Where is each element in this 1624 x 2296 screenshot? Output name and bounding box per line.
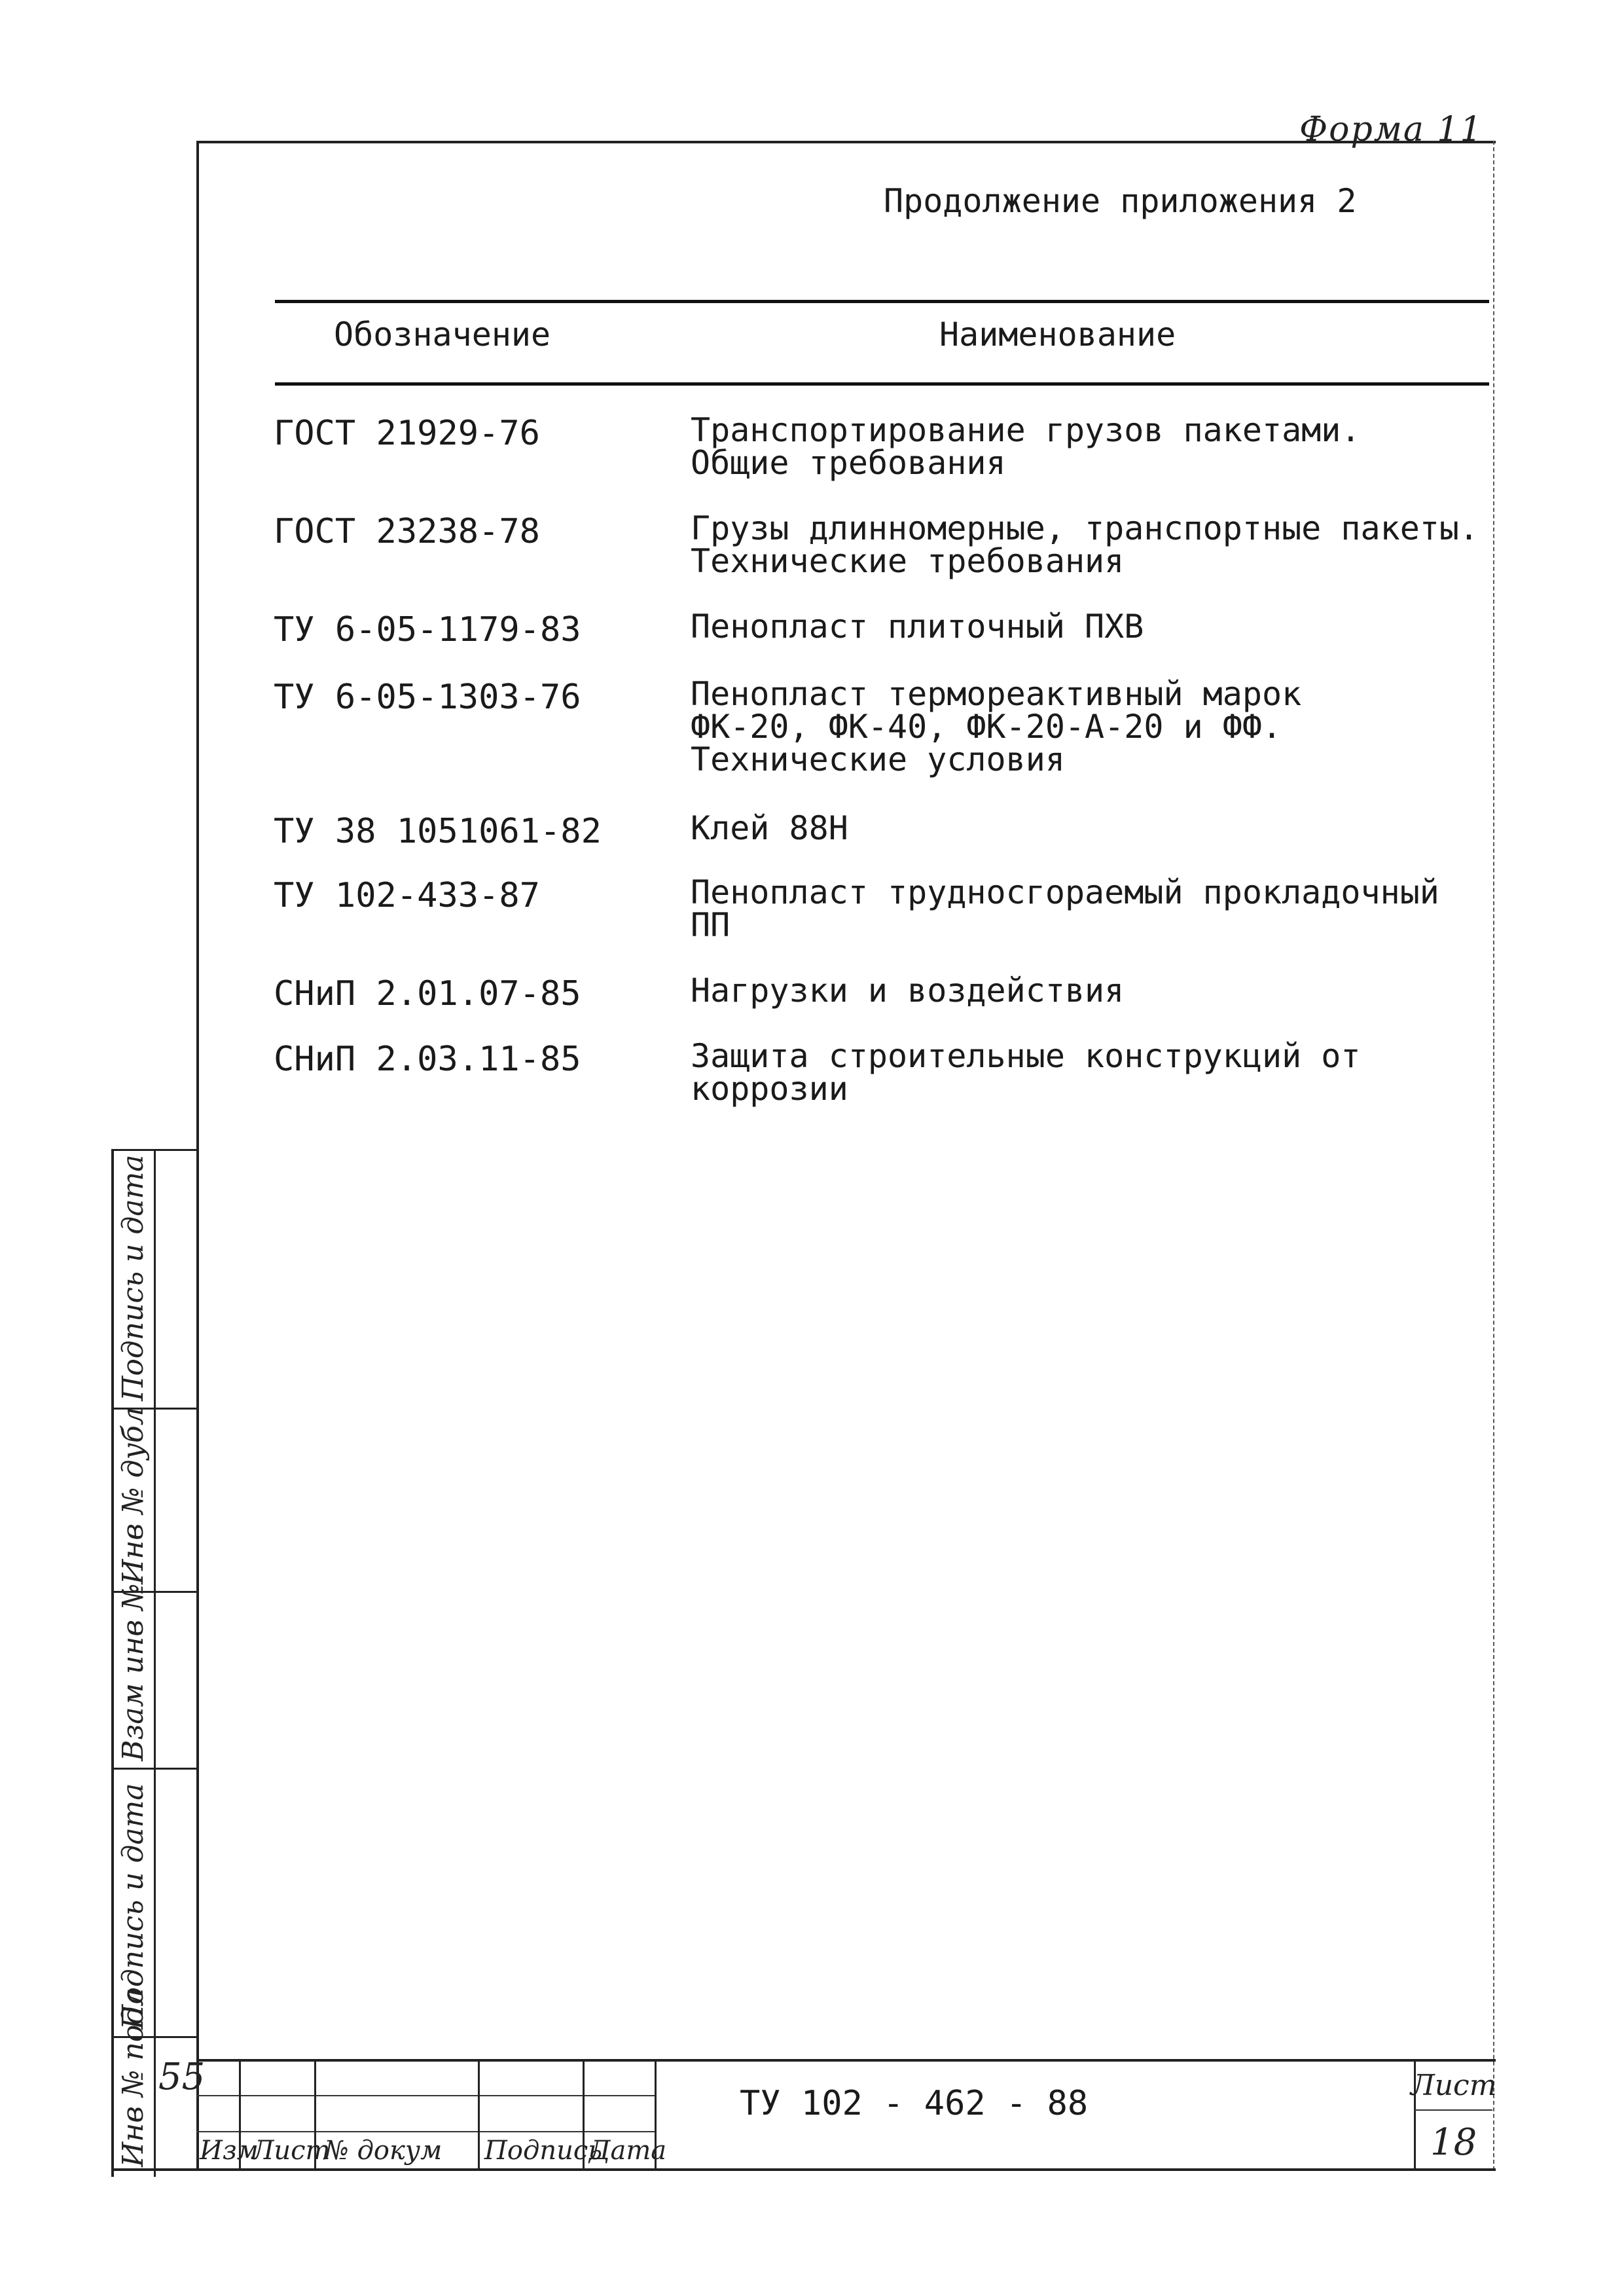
tb-label-sheet: Лист	[252, 2136, 331, 2166]
tb-label-doc-number: № докум	[324, 2136, 442, 2166]
stamp-label-signature-date-2: Подпись и дата	[117, 1783, 150, 2030]
stamp-label-orig-inv: Инв № подл	[117, 1988, 150, 2167]
tb-label-date: Дата	[589, 2136, 667, 2166]
row-name: Нагрузки и воздействия	[691, 972, 1125, 1010]
stamp-label-dup-inv: Инв № дубл	[117, 1407, 150, 1584]
title-block-sheet-line	[1414, 2109, 1492, 2111]
row-name: Пенопласт трудносгораемый прокладочный ПП	[691, 873, 1439, 944]
stamp-inner-line	[154, 1149, 156, 2177]
table-header-bottom-rule	[275, 382, 1489, 386]
row-code: ТУ 6-05-1303-76	[274, 678, 581, 717]
table-header-top-rule	[275, 300, 1489, 303]
title-block-top	[196, 2059, 1496, 2062]
title-block-col-line	[478, 2059, 480, 2168]
row-code: СНиП 2.01.07-85	[274, 974, 581, 1013]
form-label: Форма 11	[1299, 110, 1483, 149]
title-block-row-line	[196, 2131, 655, 2132]
document-code: ТУ 102 - 462 - 88	[740, 2084, 1089, 2123]
column-header-designation: Обозначение	[334, 316, 551, 354]
title-block-bottom	[111, 2168, 1496, 2171]
title-block-row-line	[196, 2095, 655, 2096]
row-code: СНиП 2.03.11-85	[274, 1040, 581, 1079]
stamp-inv-number: 55	[158, 2056, 206, 2098]
row-name: Клей 88Н	[691, 809, 848, 847]
tb-label-signature: Подпись	[484, 2136, 603, 2166]
tb-label-change: Изм	[200, 2136, 259, 2166]
row-name: Пенопласт термореактивный марок ФК-20, ФК-40, ФК-20-А-20 и ФФ. Технические условия	[691, 675, 1302, 778]
continuation-title: Продолжение приложения 2	[884, 182, 1357, 220]
row-code: ТУ 6-05-1179-83	[274, 610, 581, 649]
sheet-number: 18	[1430, 2121, 1477, 2164]
stamp-label-signature-date: Подпись и дата	[117, 1154, 150, 1401]
row-code: ГОСТ 21929-76	[274, 414, 540, 453]
row-name: Пенопласт плиточный ПХВ	[691, 608, 1144, 646]
row-code: ГОСТ 23238-78	[274, 512, 540, 551]
row-code: ТУ 38 1051061-82	[274, 812, 602, 851]
sheet-label: Лист	[1411, 2069, 1497, 2102]
frame-top-border	[196, 141, 1496, 143]
row-name: Грузы длинномерные, транспортные пакеты. Технические требования	[691, 509, 1479, 580]
row-code: ТУ 102-433-87	[274, 876, 540, 915]
row-name: Защита строительные конструкций от коррозии	[691, 1037, 1361, 1108]
stamp-label-replace-inv: Взам инв №	[117, 1583, 150, 1761]
row-name: Транспортирование грузов пакетами. Общие требования	[691, 411, 1361, 482]
column-header-name: Наименование	[939, 316, 1176, 354]
